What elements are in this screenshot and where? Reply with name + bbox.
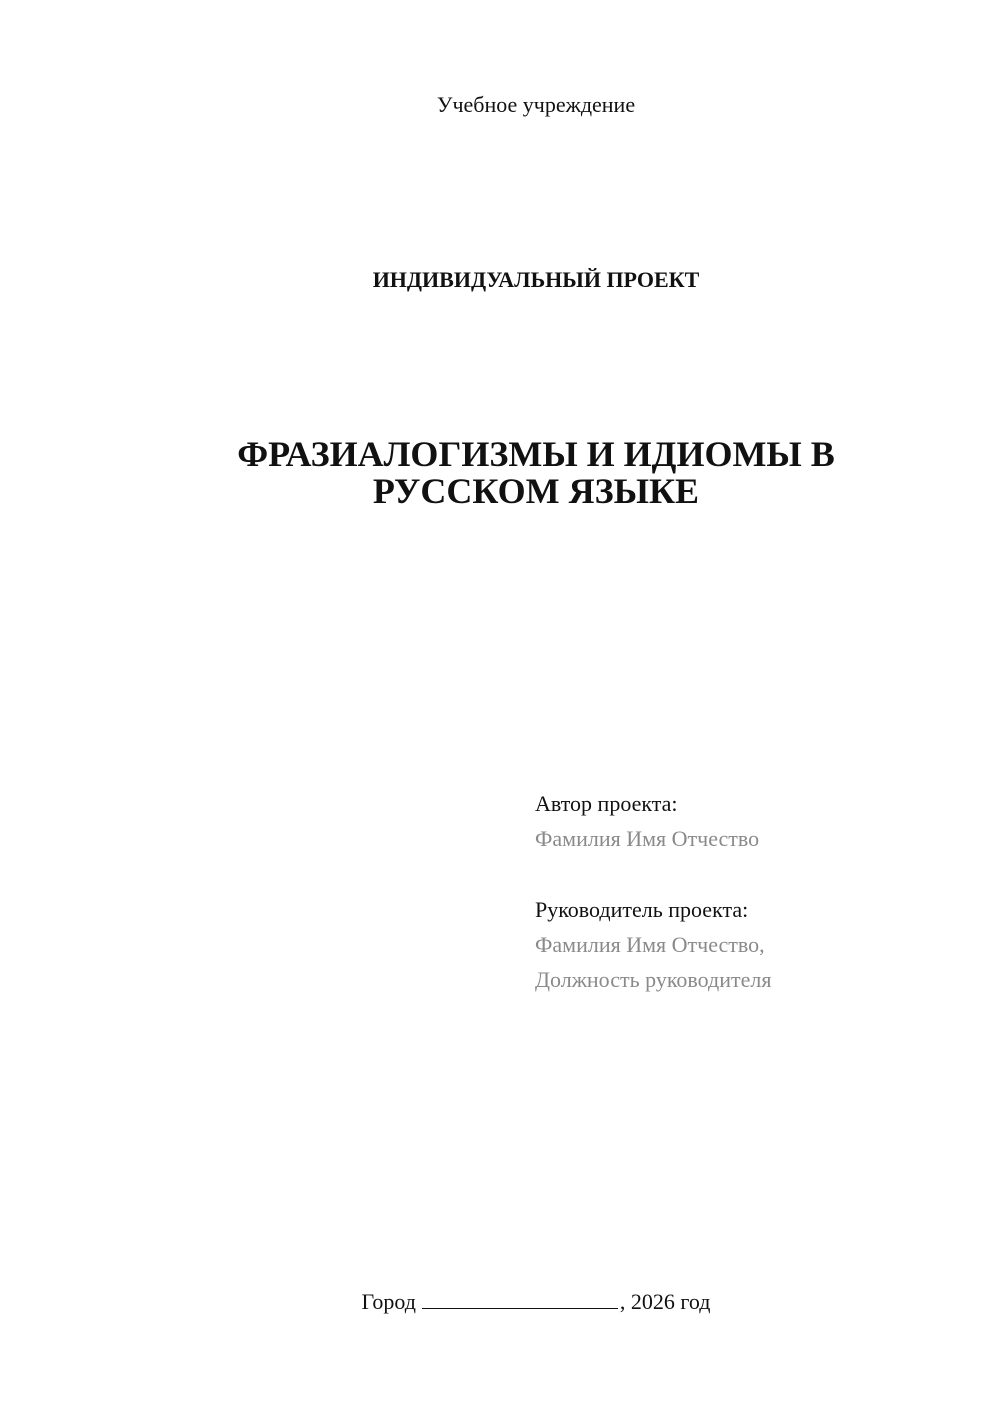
author-name: Фамилия Имя Отчество	[535, 826, 760, 851]
document-type: ИНДИВИДУАЛЬНЫЙ ПРОЕКТ	[372, 267, 700, 292]
city-label: Город	[361, 1289, 416, 1314]
title-line-1: ФРАЗИАЛОГИЗМЫ И ИДИОМЫ В	[237, 434, 835, 474]
document-title	[200, 436, 872, 510]
year-text: , 2026 год	[619, 1289, 711, 1314]
author-label: Автор проекта:	[535, 791, 678, 816]
institution-name: Учебное учреждение	[436, 92, 636, 117]
author-block	[535, 786, 955, 856]
title-line-2: РУССКОМ ЯЗЫКЕ	[372, 471, 700, 511]
supervisor-label: Руководитель проекта:	[535, 897, 749, 922]
footer-city-year	[0, 1289, 1000, 1315]
city-blank-line	[422, 1290, 618, 1309]
supervisor-name: Фамилия Имя Отчество,	[535, 932, 765, 957]
supervisor-position: Должность руководителя	[535, 967, 772, 992]
supervisor-block	[535, 892, 955, 997]
